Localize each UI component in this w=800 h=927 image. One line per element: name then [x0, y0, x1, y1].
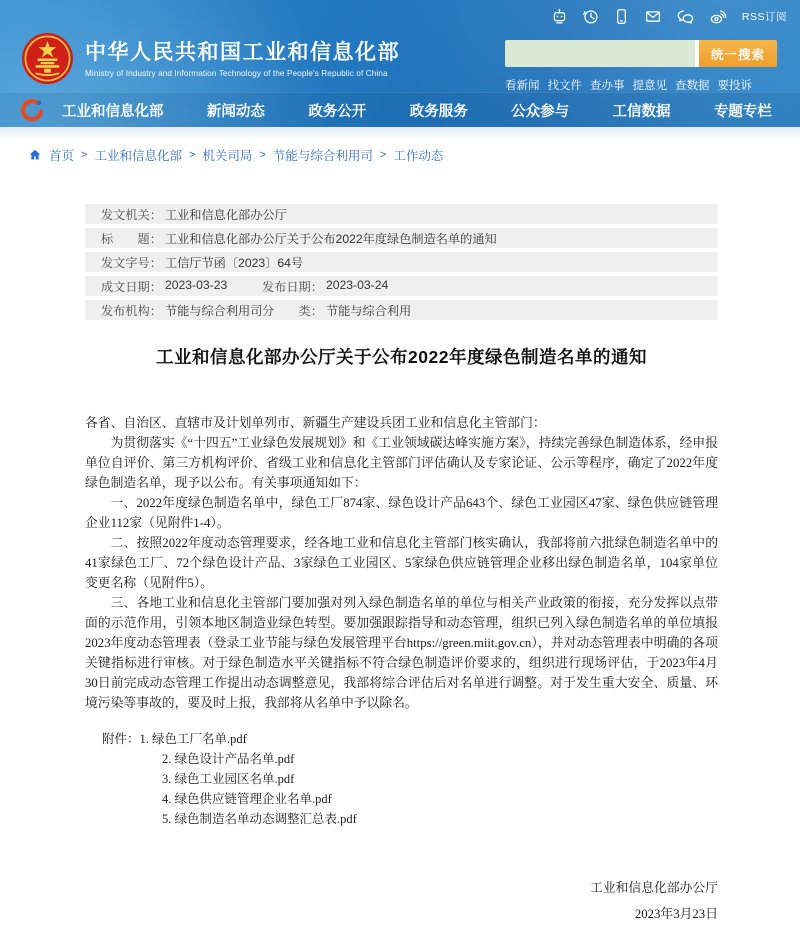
attachment-link-4[interactable]: 4. 绿色供应链管理企业名单.pdf	[162, 792, 332, 806]
meta-row-dates	[85, 276, 718, 296]
meta-row-doc-number	[85, 252, 718, 272]
site-header	[0, 0, 800, 127]
meta-value: 2023-03-24	[325, 277, 389, 292]
meta-label: 发文字号：	[101, 255, 162, 270]
attachment-link-3[interactable]: 3. 绿色工业园区名单.pdf	[162, 772, 295, 786]
attachments-label: 附件：	[102, 732, 140, 746]
meta-value: 2023-03-23	[164, 277, 228, 292]
nav-item-gov-info[interactable]: 政务公开	[308, 103, 367, 120]
quick-link-complaints[interactable]: 要投诉	[717, 80, 752, 92]
mail-icon[interactable]	[644, 8, 662, 25]
breadcrumb-departments[interactable]: 机关司局	[202, 149, 253, 163]
meta-label: 标 题：	[101, 231, 162, 246]
header-fade	[0, 127, 800, 140]
main-nav	[0, 92, 800, 127]
meta-value: 工业和信息化部办公厅	[164, 207, 287, 222]
nav-item-news[interactable]: 新闻动态	[206, 103, 265, 120]
robot-icon[interactable]	[551, 8, 568, 25]
quick-link-data[interactable]: 查数据	[675, 80, 710, 92]
nav-item-gov-services[interactable]: 政务服务	[409, 103, 468, 120]
quick-link-files[interactable]: 找文件	[547, 80, 582, 92]
signature-org: 工业和信息化部办公厅	[590, 881, 718, 895]
meta-label: 发文机关：	[101, 207, 162, 222]
paragraph-item-2: 二、按照2022年度动态管理要求，经各地工业和信息化主管部门核实确认，我部将前六批绿色制造名单中的41家绿色工厂、72个绿色设计产品、3家绿色工业园区、5家绿色供应链管理企业移出绿色制造名单，104家单位变更名称（见附件5）。	[85, 536, 718, 590]
quick-link-news[interactable]: 看新闻	[505, 80, 540, 92]
site-title: 中华人民共和国工业和信息化部	[85, 40, 400, 64]
weibo-icon[interactable]	[709, 8, 728, 25]
nav-item-public[interactable]: 公众参与	[511, 103, 570, 120]
mobile-icon[interactable]	[613, 8, 630, 25]
attachment-link-2[interactable]: 2. 绿色设计产品名单.pdf	[162, 752, 295, 766]
brand-text	[85, 40, 400, 78]
attachments	[85, 729, 718, 829]
document-title: 工业和信息化部办公厅关于公布2022年度绿色制造名单的通知	[156, 347, 647, 367]
miit-logo-icon	[16, 97, 44, 124]
meta-value: 工业和信息化部办公厅关于公布2022年度绿色制造名单的通知	[164, 231, 497, 246]
salutation: 各省、自治区、直辖市及计划单列市、新疆生产建设兵团工业和信息化主管部门：	[85, 416, 546, 430]
meta-row-title	[85, 228, 718, 248]
meta-table	[85, 204, 718, 320]
breadcrumb-separator: >	[81, 149, 88, 161]
paragraph-item-1: 一、2022年度绿色制造名单中，绿色工厂874家、绿色设计产品643个、绿色工业园区47家、绿色供应链管理企业112家（见附件1-4）。	[85, 496, 718, 530]
site-subtitle: Ministry of Industry and Information Technology of the People's Republic of China	[85, 68, 388, 78]
nav-item-miit[interactable]: 工业和信息化部	[62, 103, 164, 120]
document-body	[85, 413, 718, 927]
paragraph-intro: 为贯彻落实《“十四五”工业绿色发展规划》和《工业领域碳达峰实施方案》，持续完善绿色制造体系，经申报单位自评价、第三方机构评价、省级工业和信息化主管部门评估确认及专家论证、公示等程序，确定了2022年度绿色制造名单，现予以公布。有关事项通知如下：	[85, 436, 718, 490]
meta-row-publisher	[85, 300, 718, 320]
breadcrumb-work-updates[interactable]: 工作动态	[393, 149, 444, 163]
wechat-icon[interactable]	[676, 8, 695, 25]
quick-links	[505, 77, 777, 93]
search-input[interactable]	[505, 40, 695, 67]
meta-label: 发布日期：	[262, 279, 323, 294]
breadcrumb-miit[interactable]: 工业和信息化部	[94, 149, 182, 163]
breadcrumb-separator: >	[188, 149, 196, 161]
rss-link[interactable]: RSS订阅	[741, 11, 787, 23]
unified-search-button[interactable]: 统一搜索	[699, 40, 777, 67]
quick-link-suggestions[interactable]: 提意见	[632, 80, 667, 92]
document	[85, 204, 718, 927]
meta-label: 成文日期：	[101, 279, 162, 294]
breadcrumb	[0, 140, 800, 170]
national-emblem	[21, 32, 74, 85]
clock-icon[interactable]	[582, 8, 599, 25]
meta-value: 节能与综合利用司	[164, 303, 263, 318]
signature-block	[85, 875, 718, 927]
paragraph-item-3: 三、各地工业和信息化主管部门要加强对列入绿色制造名单的单位与相关产业政策的衔接，充分发挥以点带面的示范作用，引领本地区制造业绿色转型。要加强跟踪指导和动态管理，组织已列入绿色制造名单的单位填报2023年度动态管理表（登录工业节能与绿色发展管理平台https://green.miit.gov.cn），并对动态管理表中明确的各项关键指标进行审核。对于绿色制造水平关键指标不符合绿色制造评价要求的，组织进行现场评估，于2023年4月30日前完成动态管理工作提出动态调整意见，我部将综合评估后对名单进行调整。对于发生重大安全、质量、环境污染等事故的，要及时上报，我部将从名单中予以除名。	[85, 596, 718, 710]
signature-date: 2023年3月23日	[634, 907, 718, 921]
breadcrumb-home[interactable]: 首页	[49, 149, 75, 163]
attachment-link-5[interactable]: 5. 绿色制造名单动态调整汇总表.pdf	[162, 812, 357, 826]
quick-link-services[interactable]: 查办事	[590, 80, 625, 92]
breadcrumb-separator: >	[379, 149, 387, 161]
meta-label: 分 类：	[262, 303, 323, 318]
breadcrumb-separator: >	[259, 149, 266, 161]
meta-row-issuing-agency	[85, 204, 718, 224]
meta-value: 节能与综合利用	[325, 303, 412, 318]
nav-item-data[interactable]: 工信数据	[612, 103, 671, 120]
topbar	[551, 8, 787, 25]
breadcrumb-energy-dept[interactable]: 节能与综合利用司	[272, 149, 373, 163]
meta-label: 发布机构：	[101, 303, 162, 318]
meta-value: 工信厅节函〔2023〕64号	[164, 255, 304, 270]
brand	[21, 32, 400, 85]
nav-item-topics[interactable]: 专题专栏	[713, 103, 772, 120]
home-icon[interactable]	[28, 148, 42, 162]
attachment-link-1[interactable]: 1. 绿色工厂名单.pdf	[139, 732, 247, 746]
search-area	[505, 40, 777, 93]
